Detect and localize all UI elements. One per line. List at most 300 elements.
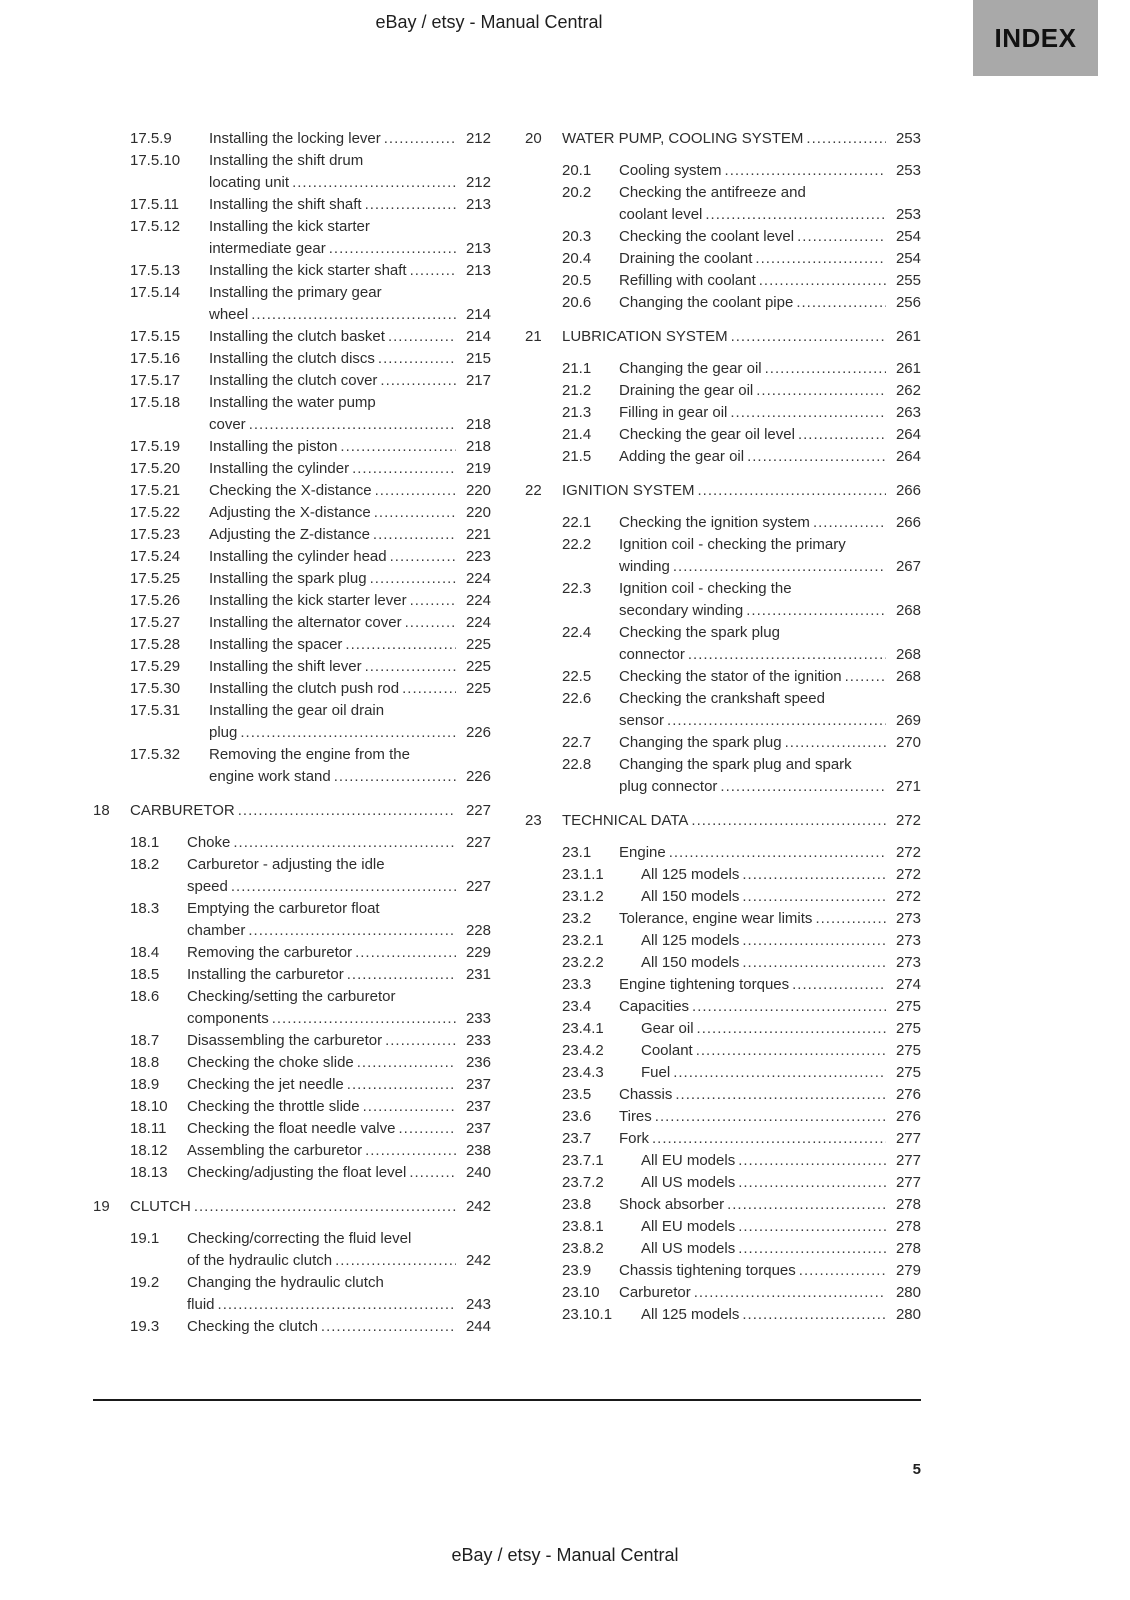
toc-entry-title: Coolant	[641, 1042, 693, 1059]
dot-leader	[375, 480, 456, 502]
toc-entry-number: 23.9	[562, 1262, 592, 1279]
toc-entry-number: 17.5.32	[130, 746, 181, 763]
toc-entry-body	[641, 952, 921, 974]
toc-entry-body	[619, 182, 921, 226]
toc-entry	[93, 800, 491, 822]
toc-entry-number: 21.2	[562, 382, 592, 399]
toc-entry-number: 17.5.27	[130, 614, 181, 631]
toc-entry-page: 262	[895, 382, 921, 399]
toc-entry	[525, 1172, 921, 1194]
toc-entry-number: 17.5.26	[130, 592, 181, 609]
dot-leader	[218, 1294, 456, 1316]
toc-entry-number: 23.7	[562, 1130, 592, 1147]
toc-entry	[525, 1282, 921, 1304]
toc-entry-title: All 125 models	[641, 932, 740, 949]
toc-entry-title: All US models	[641, 1174, 736, 1191]
toc-entry-title: Chassis	[619, 1086, 673, 1103]
dot-leader	[249, 414, 456, 436]
toc-entry-body	[619, 754, 921, 798]
toc-entry-title: Capacities	[619, 998, 690, 1015]
toc-entry-title: Installing the locking lever	[209, 130, 381, 147]
toc-entry	[93, 1162, 491, 1184]
toc-entry-number: 17.5.22	[130, 504, 181, 521]
toc-entry-title: cover	[209, 416, 246, 433]
toc-entry-number: 18.12	[130, 1142, 168, 1159]
toc-entry	[525, 512, 921, 534]
dot-leader	[813, 512, 886, 534]
dot-leader	[673, 556, 886, 578]
dot-leader	[365, 656, 456, 678]
dot-leader	[321, 1316, 456, 1338]
dot-leader	[759, 270, 886, 292]
toc-entry-title: Assembling the carburetor	[187, 1142, 363, 1159]
toc-entry-title: LUBRICATION SYSTEM	[562, 328, 728, 345]
toc-entry	[525, 358, 921, 380]
toc-entry-page: 261	[895, 360, 921, 377]
toc-entry-number: 18	[93, 802, 110, 819]
toc-entry	[525, 1062, 921, 1084]
dot-leader	[738, 1150, 886, 1172]
toc-entry-body	[209, 590, 491, 612]
toc-entry	[525, 270, 921, 292]
toc-entry-title: Installing the clutch push rod	[209, 680, 400, 697]
dot-leader	[756, 380, 886, 402]
toc-entry-body	[562, 128, 921, 150]
toc-entry-title: WATER PUMP, COOLING SYSTEM	[562, 130, 804, 147]
toc-entry-body	[187, 1140, 491, 1162]
toc-entry-number: 17.5.9	[130, 130, 172, 147]
toc-entry-body	[619, 688, 921, 732]
dot-leader	[363, 1096, 456, 1118]
dot-leader	[329, 238, 456, 260]
toc-entry-page: 227	[465, 834, 491, 851]
toc-entry-body	[641, 1018, 921, 1040]
toc-entry-page: 268	[895, 646, 921, 663]
toc-entry-body	[209, 480, 491, 502]
toc-entry-page: 267	[895, 558, 921, 575]
dot-leader	[742, 952, 886, 974]
toc-entry	[93, 612, 491, 634]
toc-entry-number: 19.1	[130, 1230, 160, 1247]
toc-entry-page: 236	[465, 1054, 491, 1071]
toc-entry-title: winding	[619, 558, 670, 575]
toc-entry-title: Adjusting the Z-distance	[209, 526, 370, 543]
toc-entry-title: Changing the gear oil	[619, 360, 762, 377]
toc-entry	[525, 1304, 921, 1326]
toc-entry-title: Tires	[619, 1108, 652, 1125]
toc-entry-title-line: Removing the engine from the	[209, 746, 410, 763]
dot-leader	[345, 634, 456, 656]
toc-entry-body	[619, 402, 921, 424]
toc-entry-title: Installing the clutch discs	[209, 350, 375, 367]
toc-entry	[525, 1040, 921, 1062]
toc-entry-number: 18.2	[130, 856, 160, 873]
toc-entry-title: Choke	[187, 834, 231, 851]
toc-entry-title-line: Ignition coil - checking the	[619, 580, 792, 597]
toc-entry	[525, 380, 921, 402]
toc-entry-page: 214	[465, 328, 491, 345]
toc-entry-body	[619, 424, 921, 446]
toc-entry	[93, 964, 491, 986]
toc-entry-body	[619, 270, 921, 292]
toc-entry	[93, 502, 491, 524]
toc-entry-title: sensor	[619, 712, 665, 729]
toc-entry	[525, 754, 921, 798]
toc-entry-page: 220	[465, 504, 491, 521]
dot-leader	[390, 546, 456, 568]
toc-entry-page: 237	[465, 1098, 491, 1115]
document-footer-title: eBay / etsy - Manual Central	[451, 1545, 679, 1565]
toc-entry-number: 23.4.3	[562, 1064, 604, 1081]
toc-entry-title: chamber	[187, 922, 246, 939]
toc-entry-body	[209, 744, 491, 788]
toc-entry-body	[209, 656, 491, 678]
toc-entry	[525, 952, 921, 974]
toc-entry-number: 18.3	[130, 900, 160, 917]
toc-entry-body	[209, 502, 491, 524]
toc-entry-title: Installing the shift shaft	[209, 196, 362, 213]
toc-entry	[93, 524, 491, 546]
toc-entry-number: 23.5	[562, 1086, 592, 1103]
toc-entry-page: 277	[895, 1174, 921, 1191]
toc-entry-title: All 150 models	[641, 888, 740, 905]
dot-leader	[410, 260, 456, 282]
toc-entry-number: 23.2.2	[562, 954, 604, 971]
dot-leader	[655, 1106, 886, 1128]
toc-entry-body	[209, 282, 491, 326]
toc-entry-number: 23.8	[562, 1196, 592, 1213]
toc-entry-title: IGNITION SYSTEM	[562, 482, 695, 499]
toc-entry	[93, 348, 491, 370]
toc-entry-title: Checking the clutch	[187, 1318, 318, 1335]
toc-entry-title-line: Installing the water pump	[209, 394, 376, 411]
toc-entry-number: 17.5.18	[130, 394, 181, 411]
toc-entry-page: 268	[895, 668, 921, 685]
dot-leader	[398, 1118, 456, 1140]
toc-entry-title: Checking the X-distance	[209, 482, 372, 499]
toc-entry-title-line: Changing the spark plug and spark	[619, 756, 852, 773]
toc-entry-number: 18.1	[130, 834, 160, 851]
toc-entry-number: 17.5.17	[130, 372, 181, 389]
dot-leader	[799, 1260, 886, 1282]
toc-entry-number: 17.5.20	[130, 460, 181, 477]
toc-entry-number: 17.5.10	[130, 152, 181, 169]
toc-entry-number: 21.5	[562, 448, 592, 465]
toc-entry-number: 23.10	[562, 1284, 600, 1301]
toc-entry-body	[187, 1030, 491, 1052]
toc-entry-body	[641, 1238, 921, 1260]
toc-entry-body	[619, 512, 921, 534]
toc-entry-number: 23.2	[562, 910, 592, 927]
toc-entry	[525, 226, 921, 248]
toc-entry-number: 23.4.2	[562, 1042, 604, 1059]
toc-entry-number: 23.1.1	[562, 866, 604, 883]
toc-entry-title: coolant level	[619, 206, 703, 223]
dot-leader	[402, 678, 456, 700]
toc-entry-page: 273	[895, 954, 921, 971]
toc-entry-title: plug	[209, 724, 238, 741]
toc-entry-title: Checking the coolant level	[619, 228, 795, 245]
toc-entry-number: 22.3	[562, 580, 592, 597]
toc-entry-page: 219	[465, 460, 491, 477]
toc-entry	[93, 1118, 491, 1140]
toc-entry	[93, 590, 491, 612]
toc-entry-page: 264	[895, 426, 921, 443]
toc-entry-body	[641, 1062, 921, 1084]
toc-entry-body	[187, 1316, 491, 1338]
toc-entry-page: 213	[465, 196, 491, 213]
toc-entry-page: 261	[895, 328, 921, 345]
toc-entry-number: 18.9	[130, 1076, 160, 1093]
toc-entry-body	[619, 1282, 921, 1304]
toc-entry-title: Adding the gear oil	[619, 448, 745, 465]
dot-leader	[755, 248, 886, 270]
dot-leader	[705, 204, 886, 226]
toc-entry-title: Installing the kick starter shaft	[209, 262, 407, 279]
dot-leader	[357, 1052, 456, 1074]
toc-entry-body	[209, 392, 491, 436]
toc-entry-body	[209, 260, 491, 282]
toc-entry-title: Disassembling the carburetor	[187, 1032, 383, 1049]
toc-entry-body	[619, 292, 921, 314]
toc-entry-page: 229	[465, 944, 491, 961]
toc-entry-body	[619, 1194, 921, 1216]
toc-entry-number: 17.5.15	[130, 328, 181, 345]
dot-leader	[688, 644, 886, 666]
toc-entry	[93, 260, 491, 282]
dot-leader	[694, 1282, 886, 1304]
toc-entry	[93, 480, 491, 502]
toc-entry-body	[187, 1272, 491, 1316]
toc-entry-title: Refilling with coolant	[619, 272, 756, 289]
toc-entry-title: Engine	[619, 844, 666, 861]
toc-entry-title: plug connector	[619, 778, 718, 795]
toc-entry-number: 21.1	[562, 360, 592, 377]
toc-entry-title: Engine tightening torques	[619, 976, 790, 993]
dot-leader	[384, 128, 456, 150]
dot-leader	[238, 800, 456, 822]
toc-entry-page: 256	[895, 294, 921, 311]
toc-entry	[525, 128, 921, 150]
toc-entry-body	[187, 898, 491, 942]
toc-entry-page: 243	[465, 1296, 491, 1313]
toc-entry-number: 23.7.1	[562, 1152, 604, 1169]
toc-entry-page: 278	[895, 1196, 921, 1213]
dot-leader	[738, 1172, 886, 1194]
toc-entry-page: 221	[465, 526, 491, 543]
toc-entry	[525, 480, 921, 502]
toc-entry	[525, 534, 921, 578]
toc-entry-body	[130, 800, 491, 822]
toc-entry-title: All EU models	[641, 1218, 736, 1235]
dot-leader	[380, 370, 456, 392]
toc-entry	[525, 1216, 921, 1238]
dot-leader	[355, 942, 456, 964]
dot-leader	[747, 446, 886, 468]
toc-entry-page: 231	[465, 966, 491, 983]
toc-entry-number: 17.5.21	[130, 482, 181, 499]
toc-entry-body	[619, 842, 921, 864]
toc-entry-page: 270	[895, 734, 921, 751]
dot-leader	[742, 1304, 886, 1326]
toc-entry-page: 213	[465, 240, 491, 257]
toc-entry-body	[187, 832, 491, 854]
toc-entry-title: Fork	[619, 1130, 649, 1147]
toc-entry-body	[209, 458, 491, 480]
toc-entry-body	[209, 194, 491, 216]
toc-entry-title-line: Checking the crankshaft speed	[619, 690, 825, 707]
toc-entry	[525, 974, 921, 996]
toc-entry-title: Cooling system	[619, 162, 722, 179]
toc-entry-number: 17.5.16	[130, 350, 181, 367]
dot-leader	[798, 424, 886, 446]
toc-entry-page: 224	[465, 570, 491, 587]
toc-entry-body	[641, 1040, 921, 1062]
toc-entry-page: 224	[465, 614, 491, 631]
toc-entry-title-line: Emptying the carburetor float	[187, 900, 380, 917]
dot-leader	[742, 864, 886, 886]
toc-entry-number: 22.7	[562, 734, 592, 751]
toc-entry-body	[562, 326, 921, 348]
dot-leader	[815, 908, 886, 930]
toc-entry	[525, 424, 921, 446]
toc-entry-number: 20.3	[562, 228, 592, 245]
toc-entry-page: 227	[465, 802, 491, 819]
toc-entry	[93, 1140, 491, 1162]
toc-entry-title: engine work stand	[209, 768, 331, 785]
toc-entry-body	[619, 160, 921, 182]
toc-entry-body	[209, 568, 491, 590]
toc-entry-number: 17.5.12	[130, 218, 181, 235]
toc-entry-title: All US models	[641, 1240, 736, 1257]
dot-leader	[727, 1194, 886, 1216]
toc-entry-page: 212	[465, 130, 491, 147]
toc-entry-body	[209, 326, 491, 348]
dot-leader	[720, 776, 886, 798]
toc-entry-number: 21	[525, 328, 542, 345]
toc-entry-number: 23	[525, 812, 542, 829]
toc-entry-page: 280	[895, 1306, 921, 1323]
toc-entry-body	[619, 446, 921, 468]
dot-leader	[233, 832, 456, 854]
toc-entry-body	[130, 1196, 491, 1218]
toc-entry-page: 238	[465, 1142, 491, 1159]
toc-entry-body	[619, 622, 921, 666]
index-tab	[973, 0, 1098, 76]
toc-entry-page: 253	[895, 206, 921, 223]
footer-page-number: 5	[912, 1461, 921, 1478]
toc-entry-number: 22.8	[562, 756, 592, 773]
toc-entry-page: 218	[465, 416, 491, 433]
dot-leader	[796, 292, 886, 314]
toc-entry-title: Chassis tightening torques	[619, 1262, 796, 1279]
toc-entry	[525, 1106, 921, 1128]
toc-entry	[93, 678, 491, 700]
toc-entry-number: 18.5	[130, 966, 160, 983]
toc-entry-page: 242	[465, 1198, 491, 1215]
toc-entry	[525, 1238, 921, 1260]
toc-entry-title: Checking the choke slide	[187, 1054, 354, 1071]
toc-entry	[525, 732, 921, 754]
toc-entry	[93, 1074, 491, 1096]
toc-entry	[93, 436, 491, 458]
toc-entry-body	[641, 1172, 921, 1194]
toc-entry	[525, 810, 921, 832]
toc-entry-number: 17.5.19	[130, 438, 181, 455]
toc-entry-page: 276	[895, 1108, 921, 1125]
dot-leader	[352, 458, 456, 480]
toc-entry-title: speed	[187, 878, 228, 895]
toc-entry-body	[187, 1228, 491, 1272]
toc-entry-page: 213	[465, 262, 491, 279]
toc-entry-page: 253	[895, 130, 921, 147]
toc-entry	[93, 458, 491, 480]
toc-entry-body	[619, 1128, 921, 1150]
toc-entry-body	[187, 854, 491, 898]
toc-entry-body	[209, 700, 491, 744]
toc-entry-title: Filling in gear oil	[619, 404, 728, 421]
toc-entry-number: 19.3	[130, 1318, 160, 1335]
toc-entry-body	[619, 1260, 921, 1282]
dot-leader	[692, 996, 886, 1018]
toc-entry	[525, 248, 921, 270]
toc-entry	[525, 1018, 921, 1040]
toc-entry-number: 17.5.23	[130, 526, 181, 543]
toc-entry-title: Installing the alternator cover	[209, 614, 402, 631]
toc-entry-title-line: Installing the gear oil drain	[209, 702, 385, 719]
toc-entry-page: 275	[895, 1042, 921, 1059]
dot-leader	[675, 1084, 886, 1106]
table-of-contents	[93, 128, 921, 1338]
toc-entry-body	[187, 964, 491, 986]
toc-entry-body	[562, 480, 921, 502]
toc-entry-page: 227	[465, 878, 491, 895]
toc-entry-number: 17.5.24	[130, 548, 181, 565]
toc-entry-title: Installing the kick starter lever	[209, 592, 407, 609]
toc-entry-number: 18.6	[130, 988, 160, 1005]
dot-leader	[385, 1030, 456, 1052]
dot-leader	[697, 1018, 886, 1040]
toc-entry-page: 271	[895, 778, 921, 795]
toc-entry-page: 253	[895, 162, 921, 179]
document-header-title: eBay / etsy - Manual Central	[375, 12, 603, 32]
toc-entry	[525, 182, 921, 226]
toc-entry-title: Checking the float needle valve	[187, 1120, 396, 1137]
toc-entry-page: 254	[895, 228, 921, 245]
toc-entry-title: connector	[619, 646, 685, 663]
toc-entry	[525, 160, 921, 182]
toc-entry-number: 22.4	[562, 624, 592, 641]
toc-right-column	[525, 128, 921, 1338]
toc-entry-title-line: Ignition coil - checking the primary	[619, 536, 846, 553]
toc-entry-title: secondary winding	[619, 602, 744, 619]
toc-entry-number: 22	[525, 482, 542, 499]
dot-leader	[378, 348, 456, 370]
toc-entry-title-line: Checking/setting the carburetor	[187, 988, 396, 1005]
toc-entry-number: 17.5.13	[130, 262, 181, 279]
dot-leader	[673, 1062, 886, 1084]
dot-leader	[370, 568, 456, 590]
toc-entry	[93, 1030, 491, 1052]
index-tab-label: INDEX	[994, 22, 1077, 53]
toc-entry-page: 273	[895, 932, 921, 949]
toc-entry-page: 215	[465, 350, 491, 367]
toc-left-column	[93, 128, 491, 1338]
toc-entry-body	[619, 1084, 921, 1106]
toc-entry-title: Installing the cylinder	[209, 460, 350, 477]
dot-leader	[785, 732, 886, 754]
toc-entry-title: Installing the clutch basket	[209, 328, 385, 345]
